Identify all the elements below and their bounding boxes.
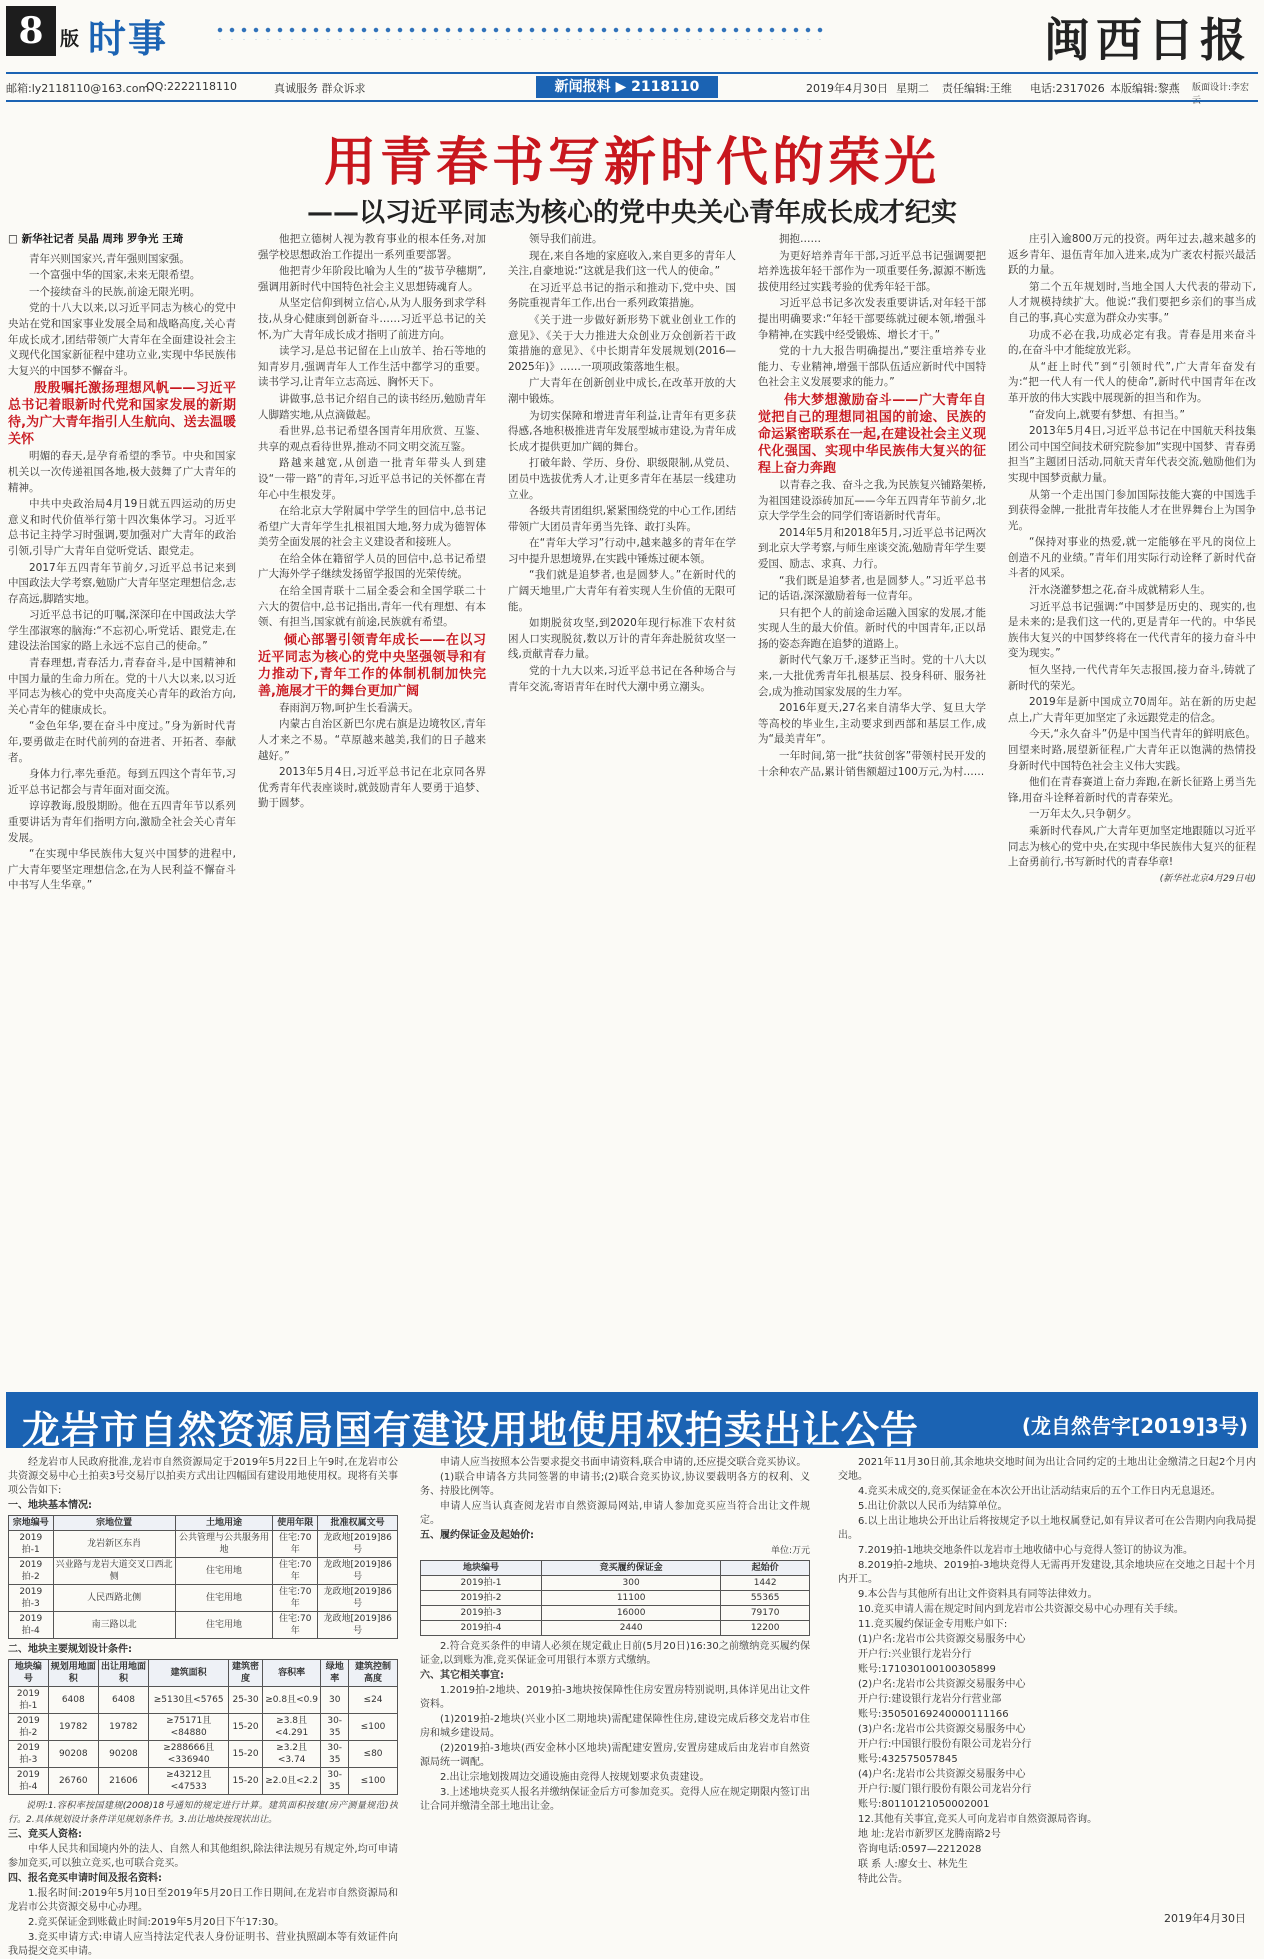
article-subtitle: ——以习近平同志为核心的党中央关心青年成长成才纪实 xyxy=(306,198,957,228)
table-cell: 2019拍-4 xyxy=(9,1768,49,1795)
article-column-2 xyxy=(258,232,486,1382)
table-cell: 龙岩新区东肖 xyxy=(53,1531,175,1558)
paragraph: 11.竞买履约保证金专用账户如下: xyxy=(858,1619,1008,1630)
table-cell: ≤80 xyxy=(349,1741,398,1768)
account-line: (3)户名:龙岩市公共资源交易服务中心 xyxy=(858,1724,1026,1735)
paragraph: 庄引入逾800万元的投资。两年过去,越来越多的返乡青年、退伍青年加入进来,成为广袤农村振兴最活跃的力量。 xyxy=(1008,233,1256,277)
account-line: 账号:35050169240000111166 xyxy=(858,1709,1009,1720)
paragraph: 青年兴则国家兴,青年强则国家强。 xyxy=(29,252,190,265)
table-header: 建筑密度 xyxy=(229,1660,263,1687)
table-cell: 2019拍-1 xyxy=(421,1576,542,1591)
table-cell: 6408 xyxy=(48,1687,98,1714)
notice-code: (龙自然告字[2019]3号) xyxy=(1021,1414,1248,1438)
paragraph: “在实现中华民族伟大复兴中国梦的进程中,广大青年要坚定理想信念,在为人民利益不懈奋斗中书写人生华章。” xyxy=(8,848,236,892)
paragraph: 2021年11月30日前,其余地块交地时间为出让合同约定的土地出让金缴清之日起2个月内交地。 xyxy=(838,1457,1256,1482)
paragraph: “奋发向上,就要有梦想、有担当。” xyxy=(1029,408,1185,421)
table-cell: 2019拍-3 xyxy=(9,1585,54,1612)
table-cell: 龙政地[2019]86号 xyxy=(318,1612,398,1639)
table-cell: ≥75171且<84880 xyxy=(149,1714,229,1741)
paragraph: “我们就是追梦者,也是圆梦人。”在新时代的广阔天地里,广大青年有着实现人生价值的无限可能。 xyxy=(508,569,736,613)
table-cell: 住宅用地 xyxy=(175,1585,272,1612)
phone-text: 电话:2317026 xyxy=(1030,82,1105,95)
table-row xyxy=(9,1612,398,1639)
section-title: 时事 xyxy=(88,16,169,61)
table-cell: ≥2.0且<2.2 xyxy=(262,1768,320,1795)
paragraph: 4.竞买未成交的,竞买保证金在本次公开出让活动结束后的五个工作日内无息退还。 xyxy=(858,1486,1221,1497)
section-heading-1: 殷殷嘱托激扬理想风帆——习近平总书记着眼新时代党和国家发展的新期待,为广大青年指引人生航向、送去温暖关怀 xyxy=(8,381,236,448)
paragraph: 拥抱…… xyxy=(779,233,821,245)
paragraph: 从第一个走出国门参加国际技能大赛的中国选手到获得金牌,一批批青年技能人才在世界舞台上为国争光。 xyxy=(1008,488,1256,532)
table-cell: 19782 xyxy=(98,1714,148,1741)
table-header: 宗地位置 xyxy=(53,1516,175,1531)
table-row xyxy=(9,1585,398,1612)
paragraph: 2013年5月4日,习近平总书记在北京同各界优秀青年代表座谈时,就鼓励青年人要勇于追梦、勤于圆梦。 xyxy=(258,766,486,810)
paragraph: 2.出让宗地划拨周边交通设施由竞得人按规划要求负责建设。 xyxy=(440,1772,710,1783)
table-cell: 12200 xyxy=(721,1621,810,1636)
table-cell: 21606 xyxy=(98,1768,148,1795)
table-cell: 19782 xyxy=(48,1714,98,1741)
paragraph: 看世界,总书记希望各国青年用欣赏、互鉴、共享的观点看待世界,推动不同文明交流互鉴。 xyxy=(258,425,486,453)
table-header: 地块编号 xyxy=(421,1561,542,1576)
table-cell: 25-30 xyxy=(229,1687,263,1714)
paragraph: 申请人应当按照本公告要求提交书面申请资料,联合申请的,还应提交联合竞买协议。 xyxy=(440,1457,807,1468)
table-row xyxy=(9,1558,398,1585)
paragraph: 中共中央政治局4月19日就五四运动的历史意义和时代价值举行第十四次集体学习。习近平总书记主持学习时强调,要加强对广大青年的政治引领,引导广大青年自觉听党话、跟党走。 xyxy=(8,498,236,557)
table-cell: 2019拍-4 xyxy=(421,1621,542,1636)
motto-text: 真诚服务 群众诉求 xyxy=(274,82,366,95)
table-header: 使用年限 xyxy=(273,1516,318,1531)
table-cell: 龙政地[2019]86号 xyxy=(318,1558,398,1585)
table-cell: 55365 xyxy=(721,1591,810,1606)
phone-line: 咨询电话:0597—2212028 xyxy=(858,1844,982,1855)
paragraph: 春雨润万物,呵护生长看满天。 xyxy=(279,701,419,714)
paragraph: 《关于进一步做好新形势下就业创业工作的意见》、《关于大力推进大众创业万众创新若干政策措施的意见》、《中长期青年发展规划(2016—2025年)》……一项项政策落地生根。 xyxy=(508,313,736,373)
paragraph: 3.上述地块竞买人报名并缴纳保证金后方可参加竞买。竞得人应在规定期限内签订出让合同并缴清全部土地出让金。 xyxy=(420,1787,810,1812)
article-column-4 xyxy=(758,232,986,1382)
table-cell: 人民西路北侧 xyxy=(53,1585,175,1612)
account-line: 账号:80110121050002001 xyxy=(858,1799,990,1810)
table-cell: 79170 xyxy=(721,1606,810,1621)
table-header: 土地用途 xyxy=(175,1516,272,1531)
table-cell: ≤100 xyxy=(349,1768,398,1795)
paragraph: 在给全体在籍留学人员的回信中,总书记希望广大海外学子继续发扬留学报国的光荣传统。 xyxy=(258,552,486,581)
page-ban-label: 版 xyxy=(60,28,80,50)
paragraph: 广大青年在创新创业中成长,在改革开放的大潮中锻炼。 xyxy=(508,377,736,405)
paragraph: 打破年龄、学历、身份、职级限制,从党员、团员中选拔优秀人才,让更多青年在基层一线建功立业。 xyxy=(508,457,736,501)
table-header: 规划用地面积 xyxy=(48,1660,98,1687)
table-cell: 公共管理与公共服务用地 xyxy=(175,1531,272,1558)
table-cell: ≥43212且<47533 xyxy=(149,1768,229,1795)
table-cell: 26760 xyxy=(48,1768,98,1795)
table-cell: 2019拍-4 xyxy=(9,1612,54,1639)
notice-column-3 xyxy=(838,1456,1256,1926)
paragraph: 从“赶上时代”到“引领时代”,广大青年奋发有为:“把一代人有一代人的使命”,新时代中国青年在改革开放的伟大实践中展现新的担当和作为。 xyxy=(1008,360,1256,404)
notice-subheading: 一、地块基本情况: xyxy=(8,1500,92,1511)
paragraph: 2017年五四青年节前夕,习近平总书记来到中国政法大学考察,勉励广大青年坚定理想信念,志存高远,脚踏实地。 xyxy=(8,561,236,605)
account-line: (4)户名:龙岩市公共资源交易服务中心 xyxy=(858,1769,1026,1780)
paragraph: 乘新时代春风,广大青年更加坚定地跟随以习近平同志为核心的党中央,在实现中华民族伟大复兴的征程上奋勇前行,书写新时代的青春华章! xyxy=(1008,824,1256,869)
paragraph: 2.竞买保证金到账截止时间:2019年5月20日下午17:30。 xyxy=(28,1917,285,1928)
table-cell: 2019拍-2 xyxy=(9,1558,54,1585)
notice-intro: 经龙岩市人民政府批准,龙岩市自然资源局定于2019年5月22日上午9时,在龙岩市公共资源交易中心土拍卖3号交易厅以拍卖方式出让四幅国有建设用地使用权。现将有关事项公告如下: xyxy=(8,1457,398,1496)
paragraph: 5.出让价款以人民币为结算单位。 xyxy=(858,1501,1008,1512)
date-text: 2019年4月30日 xyxy=(806,82,888,95)
table-cell: ≥5130且<5765 xyxy=(149,1687,229,1714)
table-row xyxy=(421,1621,810,1636)
table-unit: 单位:万元 xyxy=(770,1546,810,1556)
account-line: 开户行:兴业银行龙岩分行 xyxy=(858,1649,972,1660)
account-line: 开户行:厦门银行股份有限公司龙岩分行 xyxy=(858,1784,1032,1795)
table-row xyxy=(9,1768,398,1795)
table-cell: 2019拍-1 xyxy=(9,1531,54,1558)
paragraph: 现在,来自各地的家庭收入,来自更多的青年人关注,自豪地说:“这就是我们这一代人的使命。” xyxy=(508,249,736,278)
paragraph: 他把立德树人视为教育事业的根本任务,对加强学校思想政治工作提出一系列重要部署。 xyxy=(258,233,486,261)
table-cell: 30-35 xyxy=(321,1741,349,1768)
table-row xyxy=(9,1714,398,1741)
paragraph: 读学习,是总书记留在上山放羊、抬石等地的知青岁月,强调青年人工作生活中都学习的重要。读书学习,让青年立志高远、胸怀天下。 xyxy=(258,345,486,389)
notice-subheading: 六、其它相关事宜: xyxy=(420,1670,504,1681)
table-header: 建筑面积 xyxy=(149,1660,229,1687)
paragraph: 为更好培养青年干部,习近平总书记强调要把培养选拔年轻干部作为一项重要任务,源源不断选拔使用经过实践考验的优秀年轻干部。 xyxy=(758,249,986,293)
paragraph: 从坚定信仰到树立信心,从为人服务到求学科技,从身心健康到创新奋斗……习近平总书记的关怀,为广大青年成长成才指明了前进方向。 xyxy=(258,297,486,341)
paragraph: 习近平总书记的叮嘱,深深印在中国政法大学学生邵淑寒的脑海:“不忘初心,听党话、跟党走,在建设法治国家的路上永远不忘自己的使命。” xyxy=(8,609,236,653)
notice-subheading: 五、履约保证金及起始价: xyxy=(420,1530,534,1541)
land-info-table xyxy=(8,1515,398,1639)
section-heading-2: 倾心部署引领青年成长——在以习近平同志为核心的党中央坚强领导和有力推动下,青年工作的体制机制加快完善,施展才干的舞台更加广阔 xyxy=(258,632,486,699)
paragraph: “我们既是追梦者,也是圆梦人。”习近平总书记的话语,深深激励着每一位青年。 xyxy=(758,574,986,603)
paragraph: 7.2019拍-1地块交地条件以龙岩市土地收储中心与竞得人签订的协议为准。 xyxy=(858,1545,1193,1556)
table-cell: 2440 xyxy=(541,1621,720,1636)
paragraph: 谆谆教诲,殷殷期盼。他在五四青年节以系列重要讲话为青年们指明方向,激励全社会关心青年发展。 xyxy=(8,800,236,844)
table-row xyxy=(421,1576,810,1591)
article-author: □ 新华社记者 吴晶 周玮 罗争光 王琦 xyxy=(8,233,184,245)
table-cell: 住宅:70年 xyxy=(273,1558,318,1585)
notice-closing: 特此公告。 xyxy=(858,1874,908,1885)
table-row xyxy=(9,1531,398,1558)
paragraph: 在习近平总书记的指示和推动下,党中央、国务院重视青年工作,出台一系列政策措施。 xyxy=(508,281,736,310)
paragraph: 各级共青团组织,紧紧围绕党的中心工作,团结带领广大团员青年勇当先锋、敢打头阵。 xyxy=(508,505,736,533)
paragraph: 1.2019拍-2地块、2019拍-3地块按保障性住房安置房特别说明,具体详见出让文件资料。 xyxy=(420,1685,810,1710)
paragraph: 第二个五年规划时,当地全国人大代表的带动下,人才规模持续扩大。他说:“我们要把乡亲们的事当成自己的事,真心实意为群众办实事。” xyxy=(1008,280,1256,324)
paragraph: 在“青年大学习”行动中,越来越多的青年在学习中提升思想境界,在实践中锤炼过硬本领。 xyxy=(508,537,736,565)
table-row xyxy=(9,1741,398,1768)
table-cell: 住宅用地 xyxy=(175,1558,272,1585)
account-line: 账号:171030100100305899 xyxy=(858,1664,996,1675)
paragraph: (1)2019拍-2地块(兴业小区二期地块)需配建保障性住房,建设完成后移交龙岩市住房和城乡建设局。 xyxy=(420,1714,810,1739)
address-line: 地 址:龙岩市新罗区龙腾南路2号 xyxy=(858,1829,1001,1840)
weekday-text: 星期二 xyxy=(896,82,929,95)
table-cell: 6408 xyxy=(98,1687,148,1714)
paragraph: 6.以上出让地块公开出让后将按规定予以土地权属登记,如有异议者可在公告期内向我局提出。 xyxy=(838,1516,1256,1541)
table-cell: 住宅:70年 xyxy=(273,1531,318,1558)
table-header: 出让用地面积 xyxy=(98,1660,148,1687)
paragraph: 功成不必在我,功成必定有我。青春是用来奋斗的,在奋斗中才能绽放光彩。 xyxy=(1008,328,1256,357)
table-cell: 兴业路与龙岩大道交叉口西北侧 xyxy=(53,1558,175,1585)
article-dateline: (新华社北京4月29日电) xyxy=(1159,873,1256,884)
table-cell: 30-35 xyxy=(321,1714,349,1741)
notice-date: 2019年4月30日 xyxy=(1164,1912,1246,1925)
table-cell: 30 xyxy=(321,1687,349,1714)
paragraph: 以青春之我、奋斗之我,为民族复兴铺路架桥,为祖国建设添砖加瓦——今年五四青年节前夕,北京大学学生会的同学们寄语新时代青年。 xyxy=(758,478,986,523)
table-cell: 15-20 xyxy=(229,1714,263,1741)
table-cell: 300 xyxy=(541,1576,720,1591)
notice-subheading: 三、竞买人资格: xyxy=(8,1829,82,1840)
paragraph: 汗水浇灌梦想之花,奋斗成就精彩人生。 xyxy=(1029,584,1211,597)
paragraph: 一年时间,第一批“扶贫创客”带领村民开发的十余种农产品,累计销售额超过100万元,为村…… xyxy=(758,750,986,778)
table-cell: 90208 xyxy=(48,1741,98,1768)
header-rule xyxy=(6,72,1258,74)
page-header xyxy=(0,0,1264,74)
paragraph: 今天,“永久奋斗”仍是中国当代青年的鲜明底色。回望来时路,展望新征程,广大青年正以饱满的热情投身新时代中国特色社会主义伟大实践。 xyxy=(1008,728,1256,772)
qq-text: QQ:2222118110 xyxy=(146,80,238,93)
table-cell: 90208 xyxy=(98,1741,148,1768)
account-line: 开户行:中国银行股份有限公司龙岩分行 xyxy=(858,1739,1032,1750)
paragraph: 新时代气象万千,逐梦正当时。党的十八大以来,一大批优秀青年扎根基层、投身科研、服务社会,成为推动国家发展的生力军。 xyxy=(758,654,986,698)
section-heading-3: 伟大梦想激励奋斗——广大青年自觉把自己的理想同祖国的前途、民族的命运紧密联系在一起,在建设社会主义现代化强国、实现中华民族伟大复兴的征程上奋力奔跑 xyxy=(758,392,986,476)
table-cell: 2019拍-1 xyxy=(9,1687,49,1714)
account-line: (2)户名:龙岩市公共资源交易服务中心 xyxy=(858,1679,1026,1690)
table-header: 建筑控制高度 xyxy=(349,1660,398,1687)
account-line: (1)户名:龙岩市公共资源交易服务中心 xyxy=(858,1634,1026,1645)
paragraph: 内蒙古自治区新巴尔虎右旗是边境牧区,青年人才来之不易。“草原越来越美,我们的日子越来越好。” xyxy=(258,718,486,762)
paragraph: 如期脱贫攻坚,到2020年现行标准下农村贫困人口实现脱贫,数以万计的青年奔赴脱贫攻坚一线,贡献青春力量。 xyxy=(508,617,736,661)
planning-conditions-table xyxy=(8,1659,398,1795)
notice-note: 说明:1.容积率按国建规(2008)18号通知的规定进行计算。建筑面积按建(房产测量规范)执行。2.具体规划设计条件详见规划条件书。3.出让地块按现状出让。 xyxy=(8,1801,398,1825)
table-cell: 15-20 xyxy=(229,1741,263,1768)
notice-subheading: 二、地块主要规划设计条件: xyxy=(8,1644,132,1655)
editor-text: 责任编辑:王维 xyxy=(942,82,1012,95)
paragraph: 3.竞买申请方式:申请人应当持法定代表人身份证明书、营业执照副本等有效证件向我局提交竞买申请。 xyxy=(8,1932,398,1957)
paragraph: 2019年是新中国成立70周年。站在新的历史起点上,广大青年更加坚定了永远跟党走的信念。 xyxy=(1008,696,1256,724)
table-cell: 住宅:70年 xyxy=(273,1612,318,1639)
paragraph: 申请人应当认真查阅龙岩市自然资源局网站,申请人参加竞买应当符合出让文件规定。 xyxy=(420,1501,810,1526)
table-cell: 龙政地[2019]86号 xyxy=(318,1531,398,1558)
paragraph: 习近平总书记多次发表重要讲话,对年轻干部提出明确要求:“年轻干部要练就过硬本领,增强斗争精神,在实践中经受锻炼、增长才干。” xyxy=(758,297,986,341)
paragraph: 身体力行,率先垂范。每到五四这个青年节,习近平总书记都会与青年面对面交流。 xyxy=(8,768,236,796)
deposit-price-table xyxy=(420,1560,810,1636)
article-title: 用青春书写新时代的荣光 xyxy=(323,132,940,193)
article-column-5 xyxy=(1008,232,1256,1382)
paragraph: 一万年太久,只争朝夕。 xyxy=(1029,808,1138,821)
notice-column-1 xyxy=(8,1456,398,1957)
account-line: 开户行:建设银行龙岩分行营业部 xyxy=(858,1694,1002,1705)
paragraph: 9.本公告与其他所有出让文件资料具有同等法律效力。 xyxy=(858,1589,1098,1600)
paragraph: 党的十九大以来,习近平总书记在各种场合与青年交流,寄语青年在时代大潮中勇立潮头。 xyxy=(508,665,736,693)
table-row xyxy=(421,1591,810,1606)
paragraph: 讲做事,总书记介绍自己的读书经历,勉励青年人脚踏实地,从点滴做起。 xyxy=(258,392,486,421)
table-cell: 1442 xyxy=(721,1576,810,1591)
article-column-1 xyxy=(8,232,236,1382)
table-cell: ≤100 xyxy=(349,1714,398,1741)
table-cell: 龙政地[2019]86号 xyxy=(318,1585,398,1612)
table-cell: 11100 xyxy=(541,1591,720,1606)
article-column-3 xyxy=(508,232,736,1382)
page-number-badge: 8 xyxy=(6,6,56,56)
paragraph: 路越来越宽,从创造一批青年带头人到建设“一带一路”的青年,习近平总书记的关怀都在青年心中生根发芽。 xyxy=(258,457,486,501)
table-cell: ≤24 xyxy=(349,1687,398,1714)
paragraph: 2016年夏天,27名来自清华大学、复旦大学等高校的毕业生,主动要求到西部和基层工作,成为“最美青年”。 xyxy=(758,702,986,746)
account-line: 账号:432575057845 xyxy=(858,1754,958,1765)
layout-editor-text: 本版编辑:黎燕 xyxy=(1110,82,1180,95)
table-cell: 2019拍-2 xyxy=(421,1591,542,1606)
paragraph: 2013年5月4日,习近平总书记在中国航天科技集团公司中国空间技术研究院参加“实现中国梦、青春勇担当”主题团日活动,同航天青年代表交流,勉励他们为实现中国梦贡献力量。 xyxy=(1008,425,1256,484)
paragraph: (1)联合申请各方共同签署的申请书;(2)联合竞买协议,协议要载明各方的权利、义务、持股比例等。 xyxy=(420,1472,810,1497)
table-cell: 南三路以北 xyxy=(53,1612,175,1639)
table-row xyxy=(9,1687,398,1714)
table-cell: 2019拍-3 xyxy=(9,1741,49,1768)
paragraph: 只有把个人的前途命运融入国家的发展,才能实现人生的最大价值。新时代的中国青年,正以昂扬的姿态奔跑在追梦的道路上。 xyxy=(758,606,986,650)
hotline-badge: 新闻报料 ▶ 2118110 xyxy=(536,76,718,98)
notice-column-2 xyxy=(420,1456,810,1926)
paragraph: 他们在青春赛道上奋力奔跑,在新长征路上勇当先锋,用奋斗诠释着新时代的青春荣光。 xyxy=(1008,776,1256,804)
paragraph: 领导我们前进。 xyxy=(529,233,603,245)
meta-rule xyxy=(6,100,1258,102)
table-cell: 2019拍-3 xyxy=(421,1606,542,1621)
paragraph: 在给全国青联十二届全委会和全国学联二十六大的贺信中,总书记指出,青年一代有理想、有本领、有担当,国家就有前途,民族就有希望。 xyxy=(258,585,486,629)
table-row xyxy=(421,1606,810,1621)
paragraph: 一个富强中华的国家,未来无限希望。 xyxy=(29,269,201,282)
table-header: 批准权属文号 xyxy=(318,1516,398,1531)
table-cell: 30-35 xyxy=(321,1768,349,1795)
paragraph: 党的十九大报告明确提出,“要注重培养专业能力、专业精神,增强干部队伍适应新时代中国特色社会主义发展要求的能力。” xyxy=(758,345,986,389)
paragraph: 党的十八大以来,以习近平同志为核心的党中央站在党和国家事业发展全局和战略高度,关心青年成长成才,团结带领广大青年在全面建设社会主义现代化国家新征程中建功立业,实现中华民族伟大复兴的中国梦不懈奋斗。 xyxy=(8,302,236,377)
decorative-dots xyxy=(214,24,824,40)
paragraph: 8.2019拍-2地块、2019拍-3地块竞得人无需再开发建设,其余地块应在交地之日起十个月内开工。 xyxy=(838,1560,1256,1585)
contact-line: 联 系 人:廖女士、林先生 xyxy=(858,1859,968,1870)
table-cell: 2019拍-2 xyxy=(9,1714,49,1741)
paragraph: (2)2019拍-3地块(西安金林小区地块)需配建安置房,安置房建成后由龙岩市自然资源局统一调配。 xyxy=(420,1743,810,1768)
table-header: 起始价 xyxy=(721,1561,810,1576)
table-cell: 住宅用地 xyxy=(175,1612,272,1639)
paragraph: 10.竞买申请人需在规定时间内到龙岩市公共资源交易中心办理有关手续。 xyxy=(858,1604,1184,1615)
notice-subheading: 四、报名竞买申请时间及报名资料: xyxy=(8,1873,162,1884)
table-header: 地块编号 xyxy=(9,1660,49,1687)
paragraph: 在给北京大学附属中学学生的回信中,总书记希望广大青年学生扎根祖国大地,努力成为德智体美劳全面发展的社会主义建设者和接班人。 xyxy=(258,505,486,549)
design-text: 版面设计:李宏 xyxy=(1192,83,1250,93)
paragraph: “保持对事业的热爱,就一定能够在平凡的岗位上创造不凡的业绩。”青年们用实际行动诠释了新时代奋斗者的风采。 xyxy=(1008,536,1256,580)
paragraph: 为切实保障和增进青年利益,让青年有更多获得感,各地积极推进青年发展型城市建设,为青年成长成才提供更加广阔的舞台。 xyxy=(508,409,736,453)
table-cell: 16000 xyxy=(541,1606,720,1621)
paragraph: “金色年华,要在奋斗中度过。”身为新时代青年,要勇做走在时代前列的奋进者、开拓者、奉献者。 xyxy=(8,720,236,764)
newspaper-logo: 闽西日报 xyxy=(1044,13,1252,67)
paragraph: 明媚的春天,是孕育希望的季节。中央和国家机关以一次传递祖国各地,极大鼓舞了广大青年的精神。 xyxy=(8,450,236,494)
table-cell: 住宅:70年 xyxy=(273,1585,318,1612)
table-cell: ≥3.2且<3.74 xyxy=(262,1741,320,1768)
email-text: 邮箱:ly2118110@163.com xyxy=(6,82,150,95)
table-cell: ≥0.8且<0.9 xyxy=(262,1687,320,1714)
paragraph: 他把青少年阶段比喻为人生的“拔节孕穗期”,强调用新时代中国特色社会主义思想铸魂育人。 xyxy=(258,265,486,293)
table-header: 竞买履约保证金 xyxy=(541,1561,720,1576)
paragraph: 12.其他有关事宜,竞买人可向龙岩市自然资源局咨询。 xyxy=(858,1814,1098,1825)
table-header: 宗地编号 xyxy=(9,1516,54,1531)
table-cell: 15-20 xyxy=(229,1768,263,1795)
paragraph: 恒久坚持,一代代青年矢志报国,接力奋斗,铸就了新时代的荣光。 xyxy=(1008,664,1256,692)
paragraph: 习近平总书记强调:“中国梦是历史的、现实的,也是未来的;是我们这一代的,更是青年一代的。中华民族伟大复兴的中国梦终将在一代代青年的接力奋斗中变为现实。” xyxy=(1008,600,1256,660)
paragraph: 2.符合竞买条件的申请人必须在规定截止日前(5月20日)16:30之前缴纳竞买履约保证金,以到账为准,竞买保证金可用银行本票方式缴纳。 xyxy=(420,1641,810,1666)
paragraph: 中华人民共和国境内外的法人、自然人和其他组织,除法律法规另有规定外,均可申请参加竞买,可以独立竞买,也可联合竞买。 xyxy=(8,1844,398,1869)
table-cell: ≥3.8且<4.291 xyxy=(262,1714,320,1741)
paragraph: 2014年5月和2018年5月,习近平总书记两次到北京大学考察,与师生座谈交流,勉励青年学生要爱国、励志、求真、力行。 xyxy=(758,526,986,570)
table-cell: ≥288666且<336940 xyxy=(149,1741,229,1768)
table-header: 绿地率 xyxy=(321,1660,349,1687)
table-header: 容积率 xyxy=(262,1660,320,1687)
paragraph: 1.报名时间:2019年5月10日至2019年5月20日工作日期间,在龙岩市自然资源局和龙岩市公共资源交易中心办理。 xyxy=(8,1888,398,1913)
notice-title: 龙岩市自然资源局国有建设用地使用权拍卖出让公告 xyxy=(22,1407,920,1452)
paragraph: 一个接续奋斗的民族,前途无限光明。 xyxy=(29,285,201,298)
paragraph: 青春理想,青春活力,青春奋斗,是中国精神和中国力量的生命力所在。党的十八大以来,以习近平同志为核心的党中央高度关心青年的政治方向,关心青年的健康成长。 xyxy=(8,657,236,716)
